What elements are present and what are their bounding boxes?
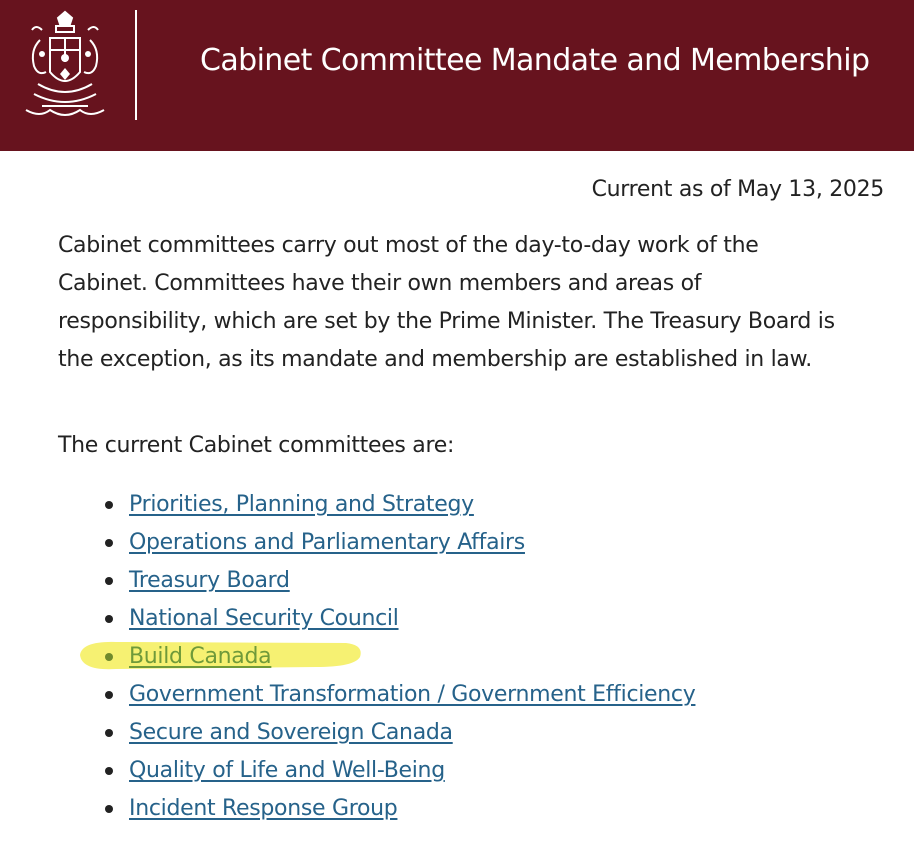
committee-link-priorities-planning-strategy[interactable]: Priorities, Planning and Strategy xyxy=(129,492,474,517)
header-divider xyxy=(135,10,137,120)
list-item xyxy=(58,676,695,714)
committee-link-government-transformation-efficiency[interactable]: Government Transformation / Government Efficiency xyxy=(129,682,696,707)
bullet-icon xyxy=(105,577,113,585)
list-item xyxy=(58,714,695,752)
bullet-icon xyxy=(105,805,113,813)
bullet-icon xyxy=(105,615,113,623)
list-item xyxy=(58,486,695,524)
bullet-icon xyxy=(105,653,113,661)
bullet-icon xyxy=(105,767,113,775)
list-item xyxy=(58,524,695,562)
committee-link-operations-parliamentary-affairs[interactable]: Operations and Parliamentary Affairs xyxy=(129,530,525,555)
bullet-icon xyxy=(105,539,113,547)
bullet-icon xyxy=(105,691,113,699)
list-item xyxy=(58,600,695,638)
committee-link-quality-of-life-well-being[interactable]: Quality of Life and Well-Being xyxy=(129,758,445,783)
page-header xyxy=(0,0,914,151)
list-item xyxy=(58,752,695,790)
bullet-icon xyxy=(105,501,113,509)
committee-link-build-canada[interactable]: Build Canada xyxy=(129,644,272,669)
list-item xyxy=(58,790,695,828)
committee-link-national-security-council[interactable]: National Security Council xyxy=(129,606,399,631)
page-title: Cabinet Committee Mandate and Membership xyxy=(200,43,870,78)
committee-list-heading: The current Cabinet committees are: xyxy=(58,433,455,458)
committee-list xyxy=(58,486,695,828)
list-item xyxy=(58,638,695,676)
last-updated-date: Current as of May 13, 2025 xyxy=(591,177,884,202)
committee-link-incident-response-group[interactable]: Incident Response Group xyxy=(129,796,398,821)
intro-paragraph: Cabinet committees carry out most of the day-to-day work of the Cabinet. Committees have their own members and areas of responsibility, which are set by the Prime Minister. The Treasury Board is the exception, as its mandate and membership are established in law. xyxy=(58,233,835,372)
committee-link-secure-sovereign-canada[interactable]: Secure and Sovereign Canada xyxy=(129,720,453,745)
committee-link-treasury-board[interactable]: Treasury Board xyxy=(129,568,290,593)
bullet-icon xyxy=(105,729,113,737)
list-item xyxy=(58,562,695,600)
canada-coat-of-arms-icon xyxy=(20,10,110,122)
